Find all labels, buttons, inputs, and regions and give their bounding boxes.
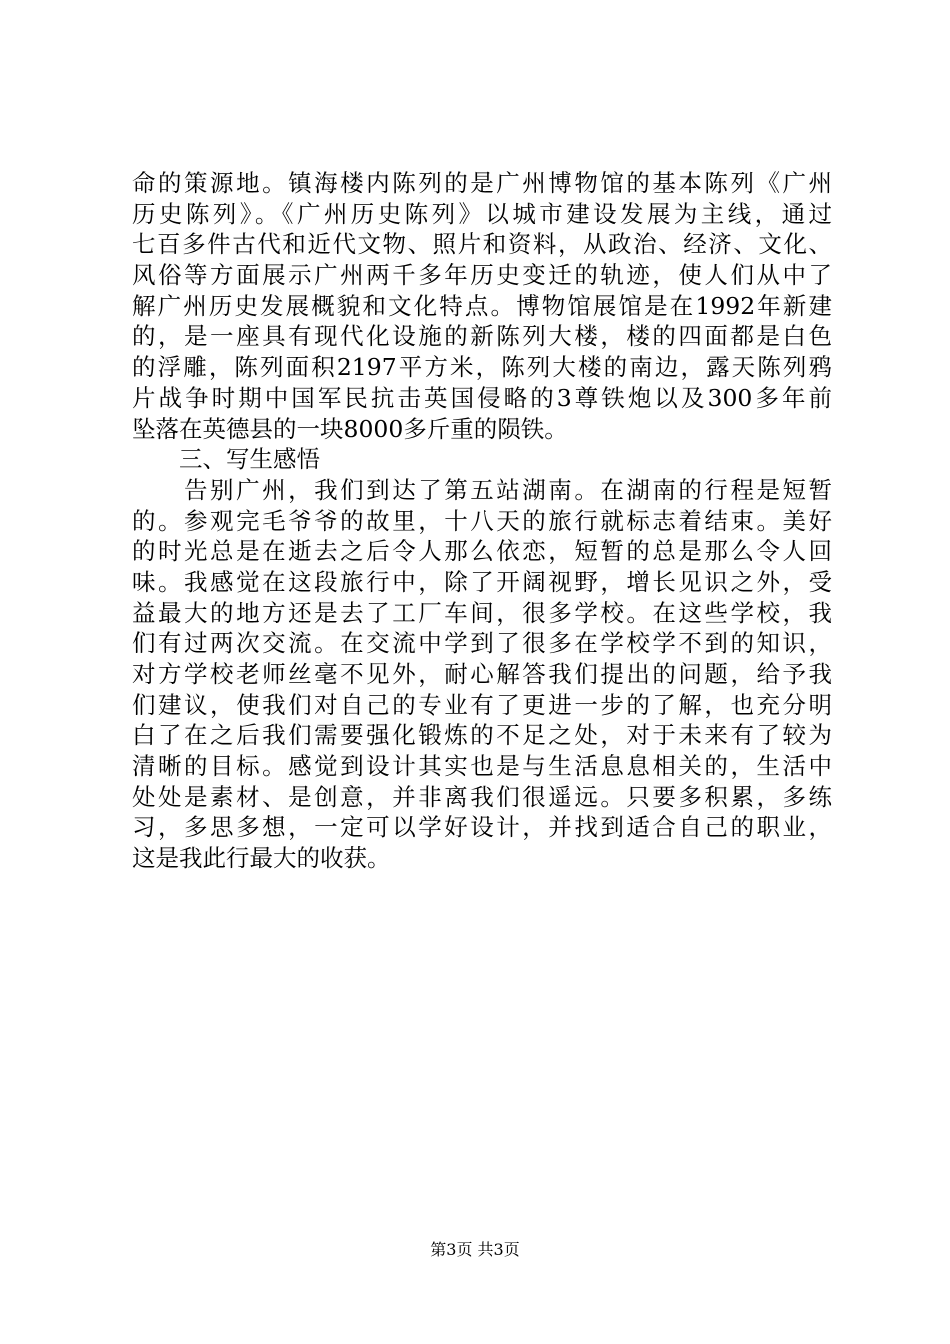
section-heading: 三、写生感悟 <box>179 445 320 474</box>
text-line: 的时光总是在逝去之后令人那么依恋，短暂的总是那么令人回 <box>132 537 832 566</box>
text-line: 们有过两次交流。在交流中学到了很多在学校学不到的知识， <box>132 629 832 658</box>
text-line: 的，是一座具有现代化设施的新陈列大楼，楼的四面都是白色 <box>132 322 832 351</box>
page-number: 第3页 共3页 <box>430 1240 520 1259</box>
page-footer <box>0 1240 950 1260</box>
text-line: 解广州历史发展概貌和文化特点。博物馆展馆是在1992年新建 <box>132 291 832 320</box>
text-line: 七百多件古代和近代文物、照片和资料，从政治、经济、文化、 <box>132 230 832 259</box>
text-line: 对方学校老师丝毫不见外，耐心解答我们提出的问题，给予我 <box>132 660 832 688</box>
text-line: 益最大的地方还是去了工厂车间，很多学校。在这些学校，我 <box>132 598 832 627</box>
text-line: 的。参观完毛爷爷的故里，十八天的旅行就标志着结束。美好 <box>132 506 832 535</box>
text-line: 们建议，使我们对自己的专业有了更进一步的了解，也充分明 <box>132 690 832 719</box>
text-line: 的浮雕，陈列面积2197平方米，陈列大楼的南边，露天陈列鸦 <box>132 353 832 382</box>
text-line: 味。我感觉在这段旅行中，除了开阔视野，增长见识之外，受 <box>132 567 832 596</box>
text-line: 这是我此行最大的收获。 <box>132 844 391 873</box>
document-body <box>132 168 832 874</box>
text-line: 历史陈列》。《广州历史陈列》以城市建设发展为主线，通过 <box>132 199 832 228</box>
text-line: 清晰的目标。感觉到设计其实也是与生活息息相关的，生活中 <box>132 752 832 781</box>
text-line: 坠落在英德县的一块8000多斤重的陨铁。 <box>132 414 568 443</box>
text-line: 处处是素材、是创意，并非离我们很遥远。只要多积累，多练 <box>132 782 832 811</box>
text-line: 命的策源地。镇海楼内陈列的是广州博物馆的基本陈列《广州 <box>132 169 832 197</box>
text-line: 风俗等方面展示广州两千多年历史变迁的轨迹，使人们从中了 <box>132 261 832 290</box>
text-line: 白了在之后我们需要强化锻炼的不足之处，对于未来有了较为 <box>132 721 832 750</box>
text-line: 片战争时期中国军民抗击英国侵略的3尊铁炮以及300多年前 <box>132 383 832 412</box>
text-line: 告别广州，我们到达了第五站湖南。在湖南的行程是短暂 <box>132 475 832 504</box>
text-line: 习，多思多想，一定可以学好设计，并找到适合自己的职业， <box>132 813 832 842</box>
